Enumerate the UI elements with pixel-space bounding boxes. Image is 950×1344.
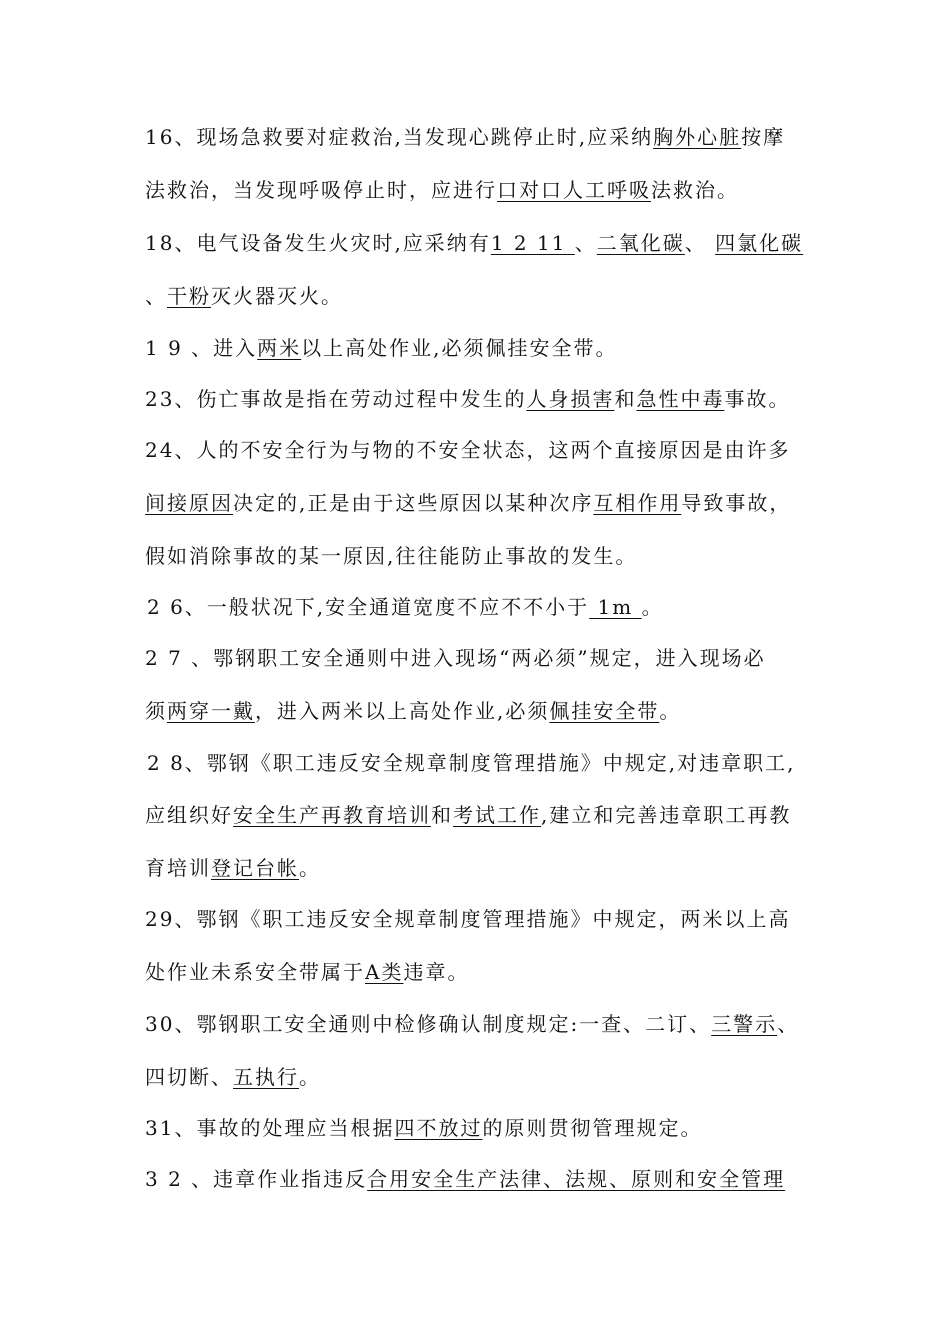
text-segment: 违章。	[403, 960, 470, 984]
text-segment: 假如消除事故的某一原因,往往能防止事故的发生。	[145, 544, 638, 568]
text-segment: 、	[574, 231, 597, 255]
answer-underlined: 间接原因	[145, 491, 233, 515]
answer-underlined: 五执行	[233, 1065, 299, 1089]
answer-underlined: 两穿一戴	[167, 699, 255, 723]
answer-underlined: 四不放过	[394, 1116, 483, 1140]
text-segment: 和	[614, 387, 637, 411]
text-line	[145, 386, 820, 412]
text-segment: 须	[145, 699, 167, 723]
text-line	[145, 283, 820, 309]
text-segment: 30、鄂钢职工安全通则中检修确认制度规定:一查、二订、	[145, 1012, 712, 1036]
text-segment: 应组织好	[145, 803, 233, 827]
text-segment: 按摩	[741, 125, 786, 149]
text-line	[145, 335, 820, 361]
text-line	[145, 230, 820, 256]
text-segment: 。	[641, 595, 664, 619]
text-segment: 18、电气设备发生火灾时,应采纳有	[145, 231, 491, 255]
answer-underlined: 二氧化碳	[596, 231, 685, 255]
text-line	[145, 802, 820, 828]
text-line	[145, 1011, 820, 1037]
text-line	[145, 1115, 820, 1141]
answer-underlined: 两米	[257, 336, 302, 360]
text-segment: 。	[299, 1065, 321, 1089]
text-segment: 、	[777, 1012, 800, 1036]
text-line	[145, 124, 820, 150]
answer-underlined: 互相作用	[593, 491, 682, 515]
text-line	[145, 177, 820, 203]
text-line	[147, 594, 820, 620]
text-segment: 法救治。	[651, 178, 739, 202]
text-segment: 以上高处作业,必须佩挂安全带。	[301, 336, 618, 360]
text-segment: 、	[145, 284, 167, 308]
text-segment: 2 8、鄂钢《职工违反安全规章制度管理措施》中规定,对违章职工,	[147, 751, 796, 775]
answer-underlined: 1 2 11	[490, 231, 575, 255]
answer-underlined: 人身损害	[526, 387, 615, 411]
answer-underlined: 合用安全生产法律、法规、原则和安全管理	[367, 1167, 786, 1191]
text-segment: 2 6、一般状况下,安全通道宽度不应不不小于	[147, 595, 590, 619]
text-line	[145, 959, 820, 985]
text-segment: 处作业未系安全带属于	[145, 960, 365, 984]
answer-underlined: 三警示	[711, 1012, 778, 1036]
answer-underlined: 1m	[589, 595, 642, 619]
text-line	[147, 750, 820, 776]
text-segment: 导致事故，	[681, 491, 792, 515]
text-segment: 1 9 、进入	[145, 336, 258, 360]
text-segment: 的原则贯彻管理规定。	[482, 1116, 703, 1140]
answer-underlined: 干粉	[167, 284, 211, 308]
text-line	[145, 490, 820, 516]
answer-underlined: 口对口人工呼吸	[497, 178, 651, 202]
text-line	[145, 1064, 820, 1090]
text-segment: 和	[431, 803, 453, 827]
text-segment: 、	[684, 231, 716, 255]
text-line	[145, 543, 820, 569]
text-segment: 灭火器灭火。	[211, 284, 343, 308]
text-line	[145, 855, 820, 881]
text-segment: 。	[659, 699, 682, 723]
text-segment: 事故。	[724, 387, 791, 411]
text-segment: ,建立和完善违章职工再教	[541, 803, 792, 827]
text-line	[145, 698, 820, 724]
answer-underlined: 考试工作	[453, 803, 541, 827]
answer-underlined: 佩挂安全带	[549, 699, 660, 723]
text-segment: ，进入两米以上高处作业,必须	[255, 699, 550, 723]
answer-underlined: 登记台帐	[211, 856, 299, 880]
text-segment: 四切断、	[145, 1065, 233, 1089]
text-segment: 16、现场急救要对症救治,当发现心跳停止时,应采纳	[145, 125, 654, 149]
text-segment: 法救治，当发现呼吸停止时，应进行	[145, 178, 497, 202]
text-segment: 24、人的不安全行为与物的不安全状态，这两个直接原因是由许多	[145, 438, 791, 462]
text-segment: 29、鄂钢《职工违反安全规章制度管理措施》中规定，两米以上高	[145, 907, 791, 931]
text-line	[145, 437, 820, 463]
text-segment: 育培训	[145, 856, 211, 880]
text-line	[145, 906, 820, 932]
answer-underlined: A类	[365, 960, 404, 984]
text-segment: 2 7 、鄂钢职工安全通则中进入现场“两必须”规定，进入现场必	[145, 646, 766, 670]
answer-underlined: 安全生产再教育培训	[233, 803, 431, 827]
text-segment: 。	[299, 856, 321, 880]
text-line	[145, 645, 820, 671]
text-segment: 23、伤亡事故是指在劳动过程中发生的	[145, 387, 527, 411]
text-segment: 3 2 、违章作业指违反	[145, 1167, 368, 1191]
text-line	[145, 1166, 820, 1192]
answer-underlined: 胸外心脏	[653, 125, 742, 149]
answer-underlined: 四氯化碳	[715, 231, 804, 255]
answer-underlined: 急性中毒	[636, 387, 725, 411]
text-segment: 决定的,正是由于这些原因以某种次序	[233, 491, 594, 515]
text-segment: 31、事故的处理应当根据	[145, 1116, 395, 1140]
